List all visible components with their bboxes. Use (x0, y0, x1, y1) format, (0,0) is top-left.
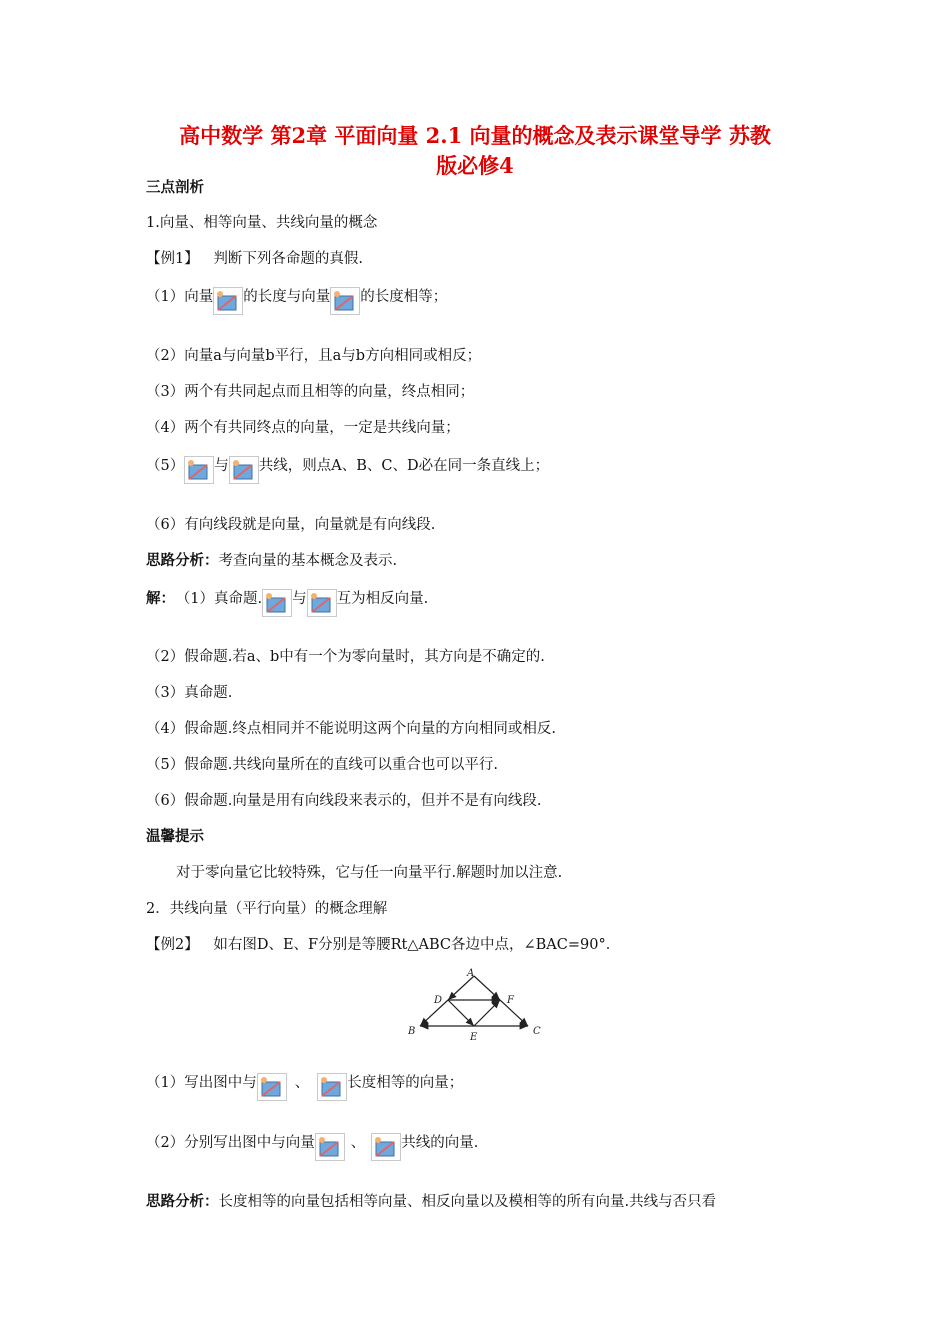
analysis-2 (146, 1192, 716, 1212)
item-text: （2）分别写出图中与向量 (146, 1135, 315, 1151)
solution-1-item-3: （3）真命题. (146, 685, 233, 701)
example-1-text: 判断下列各命题的真假. (213, 251, 363, 267)
item-text: 、 (294, 1075, 310, 1091)
analysis-label: 思路分析： (146, 1194, 219, 1210)
example-2-label: 【例2】 (146, 937, 199, 953)
example-1-item-2: （2）向量a与向量b平行，且a与b方向相同或相反； (146, 348, 482, 364)
item-text: （1）写出图中与 (146, 1075, 257, 1091)
vector-image-icon (213, 287, 243, 315)
point-label-E: E (470, 1032, 478, 1042)
item-text: （5） (146, 458, 185, 474)
example-1-item-4: （4）两个有共同终点的向量，一定是共线向量； (146, 420, 460, 436)
item-text: 互为相反向量. (336, 591, 429, 607)
example-1-item-5 (146, 456, 549, 484)
vector-image-icon (317, 1073, 347, 1101)
document-title-line2: 版必修4 (436, 153, 514, 178)
point-label-A: A (467, 968, 475, 979)
segment-AD (448, 976, 474, 1000)
item-text: 的长度与向量 (243, 289, 331, 305)
example-2-text: 如右图D、E、F分别是等腰Rt△ABC各边中点，∠BAC=90°． (213, 937, 621, 953)
example-1-item-1 (146, 287, 447, 315)
item-text: 与 (214, 458, 229, 474)
vector-image-icon (229, 456, 259, 484)
analysis-1 (146, 551, 397, 571)
topic-heading-1: 1.向量、相等向量、共线向量的概念 (146, 215, 378, 231)
tip-text: 对于零向量它比较特殊，它与任一向量平行.解题时加以注意. (176, 865, 563, 881)
item-text: 长度相等的向量； (347, 1075, 464, 1091)
section-heading: 三点剖析 (146, 180, 204, 196)
vector-image-icon (307, 589, 337, 617)
segment-AF (474, 976, 500, 1000)
example-1-item-3: （3）两个有共同起点而且相等的向量，终点相同； (146, 384, 475, 400)
example-2-item-2 (146, 1133, 478, 1161)
item-text: 、 (350, 1135, 366, 1151)
vector-image-icon (330, 287, 360, 315)
segment-EF (474, 1000, 500, 1026)
item-text: 共线的向量. (401, 1135, 479, 1151)
solution-1-item-4: （4）假命题.终点相同并不能说明这两个向量的方向相同或相反. (146, 721, 556, 737)
solution-1-item-6: （6）假命题.向量是用有向线段来表示的，但并不是有向线段. (146, 793, 542, 809)
point-label-C: C (533, 1026, 541, 1037)
example-1-label: 【例1】 (146, 251, 199, 267)
triangle-figure (404, 968, 544, 1046)
example-1-prompt (146, 249, 363, 269)
item-text: 共线，则点A、B、C、D必在同一条直线上； (258, 458, 550, 474)
vector-image-icon (184, 456, 214, 484)
example-2-item-1 (146, 1073, 463, 1101)
triangle-diagram (404, 968, 544, 1042)
example-2-prompt (146, 935, 620, 955)
point-label-D: D (434, 995, 443, 1006)
vector-image-icon (371, 1133, 401, 1161)
document-title-line1: 高中数学 第2章 平面向量 2.1 向量的概念及表示课堂导学 苏教 (179, 123, 771, 148)
solution-1-item-2: （2）假命题.若a、b中有一个为零向量时，其方向是不确定的. (146, 649, 545, 665)
solution-1-item-5: （5）假命题.共线向量所在的直线可以重合也可以平行. (146, 757, 498, 773)
vector-image-icon (257, 1073, 287, 1101)
analysis-text: 考查向量的基本概念及表示. (218, 553, 398, 569)
analysis-label: 思路分析： (146, 553, 219, 569)
analysis-text: 长度相等的向量包括相等向量、相反向量以及模相等的所有向量.共线与否只看 (218, 1194, 717, 1210)
segment-DE (448, 1000, 474, 1026)
item-text: （1）真命题. (183, 591, 263, 607)
item-text: 与 (292, 591, 307, 607)
segment-FC (500, 1000, 528, 1026)
point-label-F: F (507, 995, 514, 1006)
solution-label: 解： (146, 591, 175, 607)
item-text: （1）向量 (146, 289, 214, 305)
solution-1-item-1 (146, 589, 428, 617)
tip-heading: 温馨提示 (146, 829, 204, 845)
topic-heading-2: 2．共线向量（平行向量）的概念理解 (146, 901, 388, 917)
vector-image-icon (315, 1133, 345, 1161)
vector-image-icon (262, 589, 292, 617)
example-1-item-6: （6）有向线段就是向量，向量就是有向线段. (146, 517, 436, 533)
item-text: 的长度相等； (360, 289, 448, 305)
point-label-B: B (408, 1026, 416, 1037)
